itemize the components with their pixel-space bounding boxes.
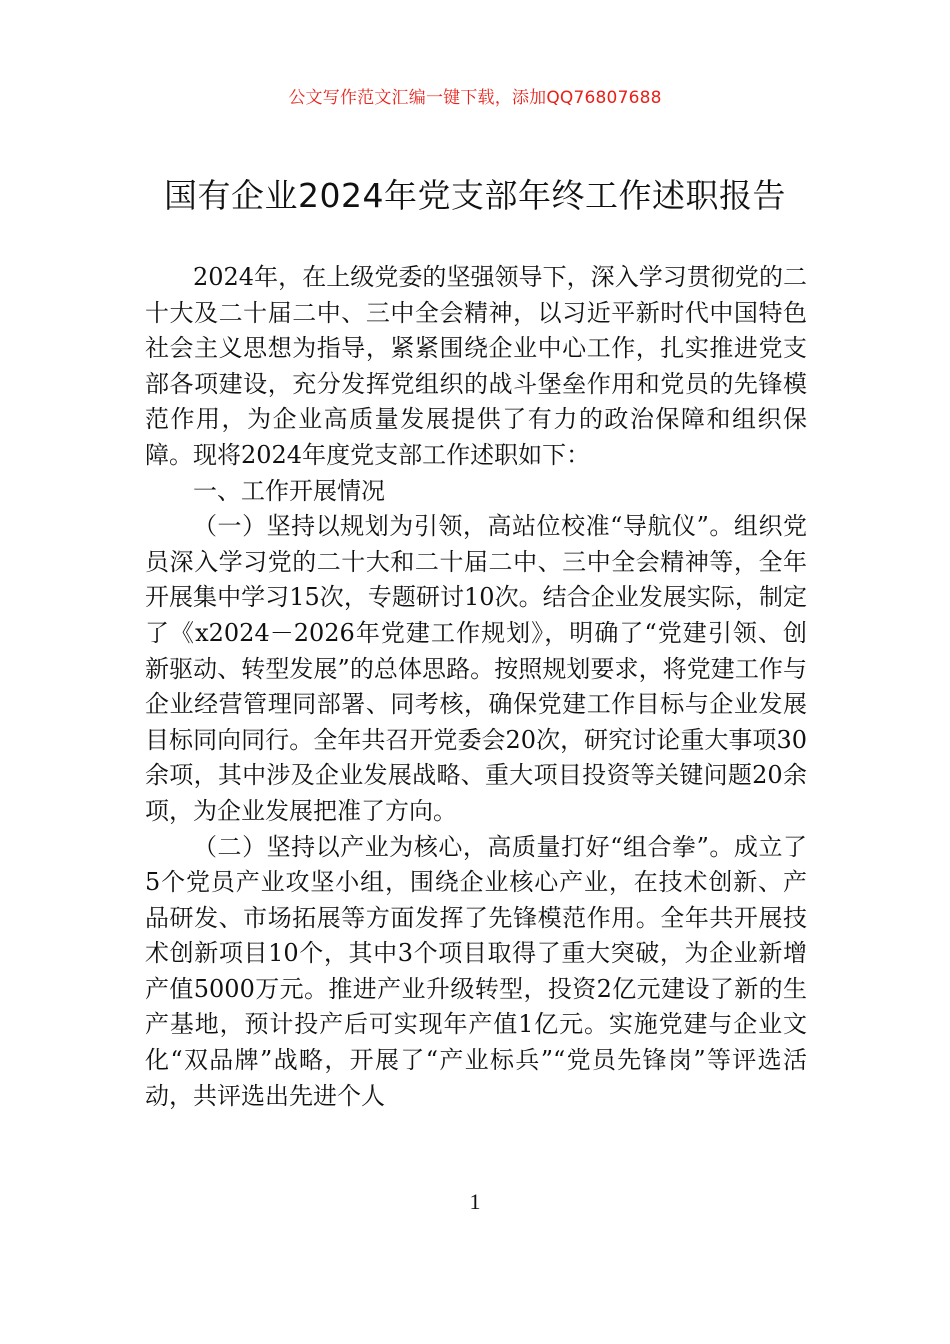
subsection-paragraph-2: （二）坚持以产业为核心，高质量打好“组合拳”。成立了5个党员产业攻坚小组，围绕企业核心产业，在技术创新、产品研发、市场拓展等方面发挥了先锋模范作用。全年共开展技术创新项目10个，其中3个项目取得了重大突破，为企业新增产值5000万元。推进产业升级转型，投资2亿元建设了新的生产基地，预计投产后可实现年产值1亿元。实施党建与企业文化“双品牌”战略，开展了“产业标兵”“党员先锋岗”等评选活动，共评选出先进个人 — [145, 832, 807, 1110]
download-promo-note: 公文写作范文汇编一键下载，添加QQ76807688 — [288, 88, 662, 108]
intro-paragraph: 2024年，在上级党委的坚强领导下，深入学习贯彻党的二十大及二十届二中、三中全会精神，以习近平新时代中国特色社会主义思想为指导，紧紧围绕企业中心工作，扎实推进党支部各项建设，充分发挥党组织的战斗堡垒作用和党员的先锋模范作用，为企业高质量发展提供了有力的政治保障和组织保障。现将2024年度党支部工作述职如下： — [145, 263, 807, 469]
document-body — [145, 260, 807, 1114]
document-title: 国有企业2024年党支部年终工作述职报告 — [164, 176, 786, 215]
page-number: 1 — [469, 1189, 481, 1214]
subsection-paragraph-1: （一）坚持以规划为引领，高站位校准“导航仪”。组织党员深入学习党的二十大和二十届二中、三中全会精神等，全年开展集中学习15次，专题研讨10次。结合企业发展实际，制定了《x2024－2026年党建工作规划》，明确了“党建引领、创新驱动、转型发展”的总体思路。按照规划要求，将党建工作与企业经营管理同部署、同考核，确保党建工作目标与企业发展目标同向同行。全年共召开党委会20次，研究讨论重大事项30余项，其中涉及企业发展战略、重大项目投资等关键问题20余项，为企业发展把准了方向。 — [145, 512, 807, 825]
section-heading: 一、工作开展情况 — [193, 476, 385, 505]
